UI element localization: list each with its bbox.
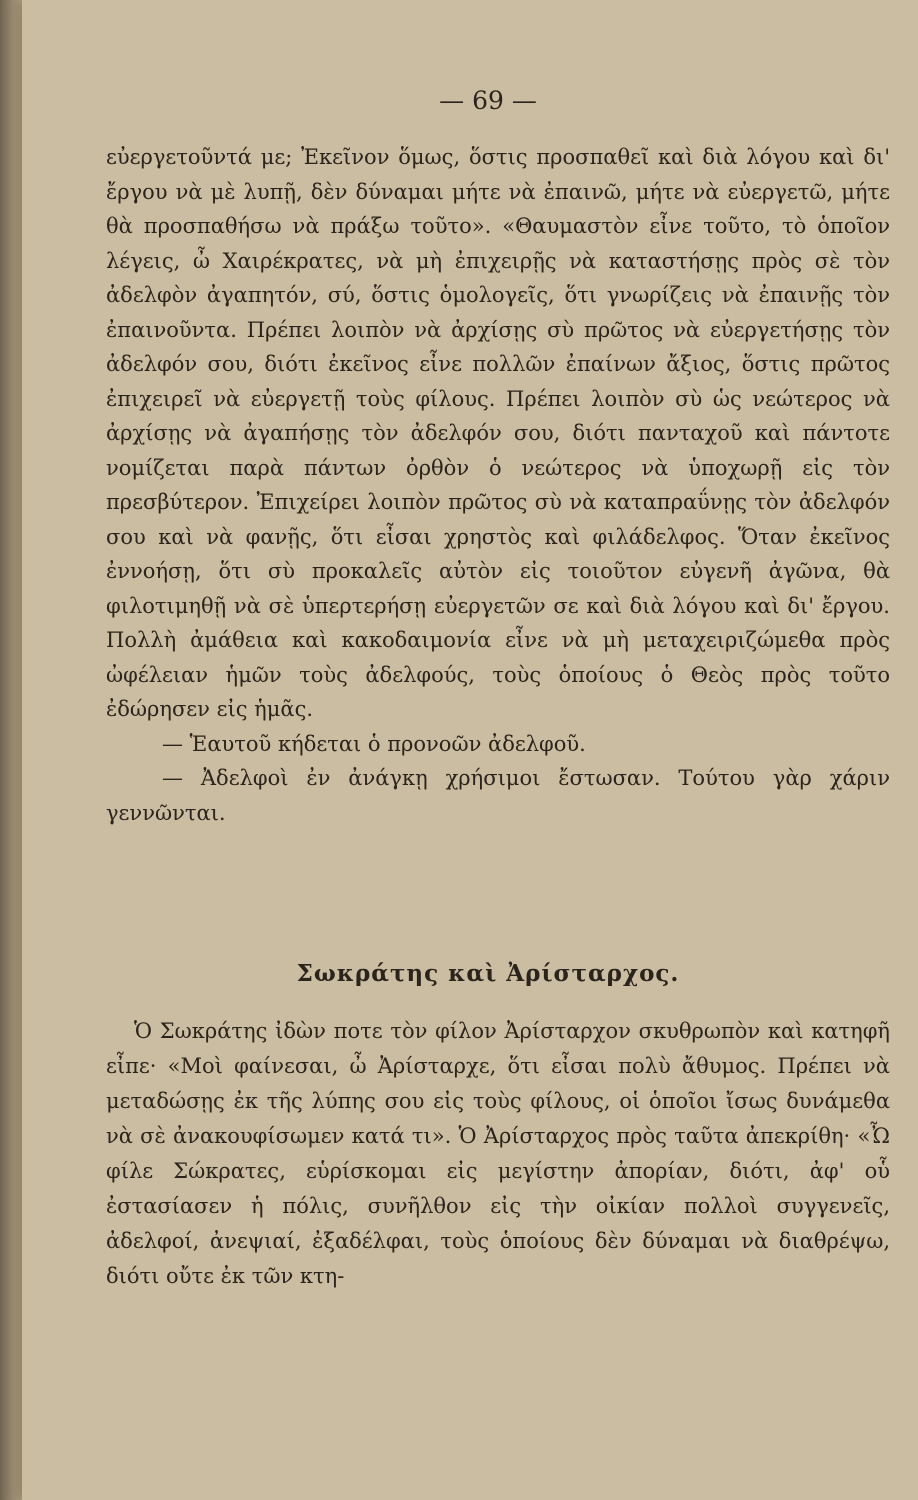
section-heading: Σωκράτης καὶ Ἀρίσταρχος. (296, 960, 680, 987)
paragraph-aristarchos: Ὁ Σωκράτης ἰδὼν ποτε τὸν φίλον Ἀρίσταρχον σκυθρωπὸν καὶ κατηφῆ εἶπε· «Μοὶ φαίνεσαι, ὦ Ἀρίσταρχε, ὅτι εἶσαι πολὺ ἄθυμος. Πρέπει νὰ μεταδώσῃς ἐκ τῆς λύπης σου εἰς τοὺς φίλους, οἱ ὁποῖοι ἴσως δυνάμεθα νὰ σὲ ἀνακουφίσωμεν κατά τι». Ὁ Ἀρίσταρχος πρὸς ταῦτα ἀπεκρίθη· «Ὦ φίλε Σώκρατες, εὑρίσκομαι εἰς μεγίστην ἀπορίαν, διότι, ἀφ' οὗ ἐστασίασεν ἡ πόλις, συνῆλθον εἰς τὴν οἰκίαν πολλοὶ συγγενεῖς, ἀδελφοί, ἀνεψιαί, ἐξαδέλφαι, τοὺς ὁποίους δὲν δύναμαι νὰ διαθρέψω, διότι οὔτε ἐκ τῶν κτη- (106, 1019, 890, 1288)
second-text-block (106, 1014, 890, 1294)
page-number: — 69 — (439, 86, 537, 115)
book-page (22, 0, 918, 1500)
paragraph-chairekrates: εὐεργετοῦντά με; Ἐκεῖνον ὅμως, ὅστις προσπαθεῖ καὶ διὰ λόγου καὶ δι' ἔργου νὰ μὲ λυπῇ, δὲν δύναμαι μήτε νὰ ἐπαινῶ, μήτε νὰ εὐεργετῶ, μήτε θὰ προσπαθήσω νὰ πράξω τοῦτο». «Θαυμαστὸν εἶνε τοῦτο, τὸ ὁποῖον λέγεις, ὦ Χαιρέκρατες, νὰ μὴ ἐπιχειρῇς νὰ καταστήσῃς πρὸς σὲ τὸν ἀδελφὸν ἀγαπητόν, σύ, ὅστις ὁμολογεῖς, ὅτι γνωρίζεις νὰ ἐπαινῇς τὸν ἐπαινοῦντα. Πρέπει λοιπὸν νὰ ἀρχίσῃς σὺ πρῶτος νὰ εὐεργετήσῃς τὸν ἀδελφόν σου, διότι ἐκεῖνος εἶνε πολλῶν ἐπαίνων ἄξιος, ὅστις πρῶτος ἐπιχειρεῖ νὰ εὐεργετῇ τοὺς φίλους. Πρέπει λοιπὸν σὺ ὡς νεώτερος νὰ ἀρχίσῃς νὰ ἀγαπήσῃς τὸν ἀδελφόν σου, διότι πανταχοῦ καὶ πάντοτε νομίζεται παρὰ πάντων ὀρθὸν ὁ νεώτερος νὰ ὑποχωρῇ εἰς τὸν πρεσβύτερον. Ἐπιχείρει λοιπὸν πρῶτος σὺ νὰ καταπραΰνῃς τὸν ἀδελφόν σου καὶ νὰ φανῇς, ὅτι εἶσαι χρηστὸς καὶ φιλάδελφος. Ὅταν ἐκεῖνος ἐννοήσῃ, ὅτι σὺ προκαλεῖς αὐτὸν εἰς τοιοῦτον εὐγενῆ ἀγῶνα, θὰ φιλοτιμηθῇ νὰ σὲ ὑπερτερήσῃ εὐεργετῶν σε καὶ διὰ λόγου καὶ δι' ἔργου. Πολλὴ ἀμάθεια καὶ κακοδαιμονία εἶνε νὰ μὴ μεταχειριζώμεθα πρὸς ὠφέλειαν ἡμῶν τοὺς ἀδελφούς, τοὺς ὁποίους ὁ Θεὸς πρὸς τοῦτο ἐδώρησεν εἰς ἡμᾶς. (106, 145, 890, 721)
saying-2: — Ἀδελφοὶ ἐν ἀνάγκῃ χρήσιμοι ἔστωσαν. Τούτου γὰρ χάριν γεννῶνται. (106, 766, 890, 825)
saying-1: — Ἑαυτοῦ κήδεται ὁ προνοῶν ἀδελφοῦ. (162, 731, 586, 756)
book-spine-shadow (0, 0, 22, 1500)
main-text-block (106, 140, 890, 830)
